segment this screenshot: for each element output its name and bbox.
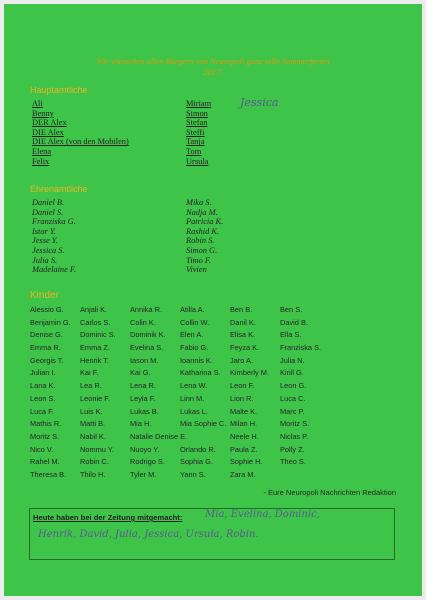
kinder-name: Sophie H. — [230, 457, 263, 467]
kinder-name: Linn M. — [180, 393, 205, 403]
name-item: Mika S. — [186, 198, 212, 207]
name-item: Simon G. — [186, 245, 218, 255]
heading-kinder: Kinder — [30, 290, 59, 301]
kinder-name: Paula Z. — [230, 444, 258, 454]
name-item: Miriam — [186, 99, 212, 108]
kinder-name: Leon S. — [30, 393, 56, 403]
name-item: Jessica S. — [32, 245, 65, 255]
kinder-row — [30, 356, 330, 369]
footer-note: - Eure Neuropoli Nachrichten Redaktion — [263, 488, 396, 497]
kinder-name: Julian I. — [30, 368, 56, 378]
kinder-name: Leon F. — [230, 381, 255, 391]
kinder-name: Ben B. — [230, 305, 253, 314]
kinder-name: Ella S. — [280, 330, 302, 340]
ehrenamtliche-left — [32, 198, 76, 275]
name-item: Ursula — [186, 156, 209, 166]
hauptamtliche-right — [186, 99, 211, 166]
kinder-name: Lukas L. — [180, 406, 208, 416]
kinder-name: Dominik K. — [130, 330, 166, 340]
kinder-name: Franziska S. — [280, 343, 322, 353]
kinder-name: Emma Z. — [80, 343, 110, 353]
ehrenamtliche-right — [186, 198, 223, 275]
kinder-name: Denise G. — [30, 330, 63, 340]
kinder-name: Iason M. — [130, 355, 159, 365]
kinder-name: Katharina S. — [180, 368, 221, 378]
kinder-name: Collin W. — [180, 317, 210, 327]
name-item: Rashid K. — [186, 226, 220, 236]
kinder-row — [30, 407, 330, 420]
title-line-2: 2017! — [203, 67, 223, 77]
kinder-name: Fabio G. — [180, 343, 209, 353]
kinder-row — [30, 305, 330, 318]
kinder-name: Ioannis K. — [180, 355, 213, 365]
kinder-name: David B. — [280, 317, 308, 327]
kinder-name: Colin K. — [130, 317, 156, 327]
kinder-name: Mathis R. — [30, 419, 62, 429]
kinder-name: Elen A. — [180, 330, 204, 340]
heading-hauptamtliche: Hauptamtliche — [30, 85, 88, 95]
name-item: Julia S. — [32, 255, 58, 265]
kinder-name: Ben S. — [280, 305, 303, 314]
kinder-row — [30, 457, 330, 470]
kinder-name: Thilo H. — [80, 469, 106, 479]
kinder-name: Sophia G. — [180, 457, 213, 467]
kinder-name: Polly Z. — [280, 444, 305, 454]
kinder-name: Lena W. — [180, 381, 208, 391]
name-item: DER Alex — [32, 118, 67, 128]
name-item: Benny — [32, 108, 54, 118]
kinder-name: Matti B. — [80, 419, 106, 429]
kinder-name: Mia Sophie C. — [180, 419, 227, 429]
name-item: Tom — [186, 146, 202, 156]
kinder-name: Henrik T. — [80, 355, 110, 365]
kinder-name: Lukas B. — [130, 406, 159, 416]
kinder-name: Luis K. — [80, 406, 103, 416]
kinder-name: Milan H. — [230, 419, 258, 429]
name-item: Tanja — [186, 137, 205, 147]
name-item: Felix — [32, 156, 50, 166]
kinder-name: Evelina S. — [130, 343, 164, 353]
kinder-name: Emma R. — [30, 343, 61, 353]
kinder-name: Leonie F. — [80, 393, 110, 403]
kinder-name: Georgis T. — [30, 355, 64, 365]
kinder-name: Marc P. — [280, 406, 305, 416]
name-item: Nadja M. — [186, 207, 218, 217]
kinder-name: Alessio G. — [30, 305, 64, 314]
kinder-name: Dominic S. — [80, 330, 116, 340]
kinder-name: Danil K. — [230, 317, 256, 327]
kinder-name: Theo S. — [280, 457, 306, 467]
kinder-name: Atilla A. — [180, 305, 205, 314]
kinder-name: Lana K. — [30, 381, 56, 391]
kinder-name: Kai F. — [80, 368, 99, 378]
kinder-name: Anjali K. — [80, 305, 108, 314]
name-item: Franziska G. — [32, 217, 76, 227]
kinder-name: Lena R. — [130, 381, 156, 391]
kinder-name: Mia H. — [130, 419, 152, 429]
kinder-name: Elisa K. — [230, 330, 256, 340]
kinder-row — [30, 394, 330, 407]
handwritten-jessica: Jessica — [240, 96, 279, 109]
name-item: Patricia K. — [186, 217, 224, 227]
kinder-name: Julia N. — [280, 355, 305, 365]
kinder-name: Malte K. — [230, 406, 258, 416]
kinder-name: Kimberly M. — [230, 368, 270, 378]
kinder-name: Nico V. — [30, 444, 54, 454]
title-line-1: Wir wünschen allen Bürgern von Neuropoli ganz tolle Sommerferien — [96, 56, 330, 66]
kinder-row — [30, 470, 330, 483]
kinder-name: Kirill G. — [280, 368, 304, 378]
name-item: Steffi — [186, 127, 205, 137]
name-item: Jesse Y. — [32, 236, 58, 246]
kinder-row — [30, 318, 330, 331]
kinder-row — [30, 330, 330, 343]
kinder-name: Moritz S. — [30, 431, 60, 441]
name-item: DIE Alex (von den Mobilen) — [32, 137, 129, 147]
kinder-row — [30, 445, 330, 458]
kinder-name: Tyler M. — [130, 469, 157, 479]
heading-ehrenamtliche: Ehrenamtliche — [30, 184, 88, 194]
kinder-name: Neele H. — [230, 431, 259, 441]
name-item: Elena — [32, 146, 52, 156]
name-item: Istar Y. — [32, 226, 56, 236]
kinder-name: Carlos S. — [80, 317, 111, 327]
kinder-name: Nabil K. — [80, 431, 106, 441]
kinder-row — [30, 368, 330, 381]
kinder-name: Leon G. — [280, 381, 307, 391]
hauptamtliche-left — [32, 99, 129, 166]
name-item: Timo F. — [186, 255, 211, 265]
name-item: Daniel B. — [32, 198, 65, 207]
kinder-name: Lea R. — [80, 381, 102, 391]
kinder-name: Nommu Y. — [80, 444, 114, 454]
kinder-name: Annika R. — [130, 305, 163, 314]
kinder-name: Benjamin G. — [30, 317, 71, 327]
name-item: Simon — [186, 108, 208, 118]
kinder-name: Robin C. — [80, 457, 109, 467]
kinder-name: Kai G. — [130, 368, 151, 378]
kinder-name: Yann S. — [180, 469, 206, 479]
kinder-name: Moritz S. — [280, 419, 310, 429]
kinder-name: Nuoyo Y. — [130, 444, 160, 454]
kinder-name: Niclas P. — [280, 431, 309, 441]
kinder-name: Zara M. — [230, 469, 256, 479]
kinder-name — [180, 432, 230, 445]
kinder-name: Leyla F. — [130, 393, 156, 403]
kinder-name: Rahel M. — [30, 457, 60, 467]
name-item: Ali — [32, 99, 43, 108]
name-item: Robin S. — [186, 236, 215, 246]
name-item: Madelaine F. — [32, 265, 77, 275]
kinder-name: Lion R. — [230, 393, 254, 403]
kinder-name: Luca F. — [30, 406, 54, 416]
handwritten-line-1: Mia, Evelina, Dominic, — [205, 509, 320, 520]
name-item: DIE Alex — [32, 127, 64, 137]
kinder-name: Jaro A. — [230, 355, 254, 365]
kinder-row — [30, 343, 330, 356]
kinder-name: Theresa B. — [30, 469, 67, 479]
kinder-row — [30, 432, 330, 445]
kinder-name: Luca C. — [280, 393, 306, 403]
kinder-row — [30, 419, 330, 432]
kinder-name — [280, 470, 330, 483]
name-item: Stefan — [186, 118, 208, 128]
kinder-name: Feyza K. — [230, 343, 260, 353]
name-item: Vivien — [186, 265, 207, 275]
handwritten-line-2: Henrik, David, Julia, Jessica, Ursula, Robin. — [38, 529, 259, 540]
kinder-grid — [30, 305, 330, 483]
kinder-name: Orlando R. — [180, 444, 216, 454]
name-item: Daniel S. — [32, 207, 64, 217]
kinder-name: Rodrigo S. — [130, 457, 165, 467]
kinder-row — [30, 381, 330, 394]
kinder-name: Natalie Denise E. — [130, 431, 188, 441]
contributors-label: Heute haben bei der Zeitung mitgemacht: — [33, 513, 183, 522]
